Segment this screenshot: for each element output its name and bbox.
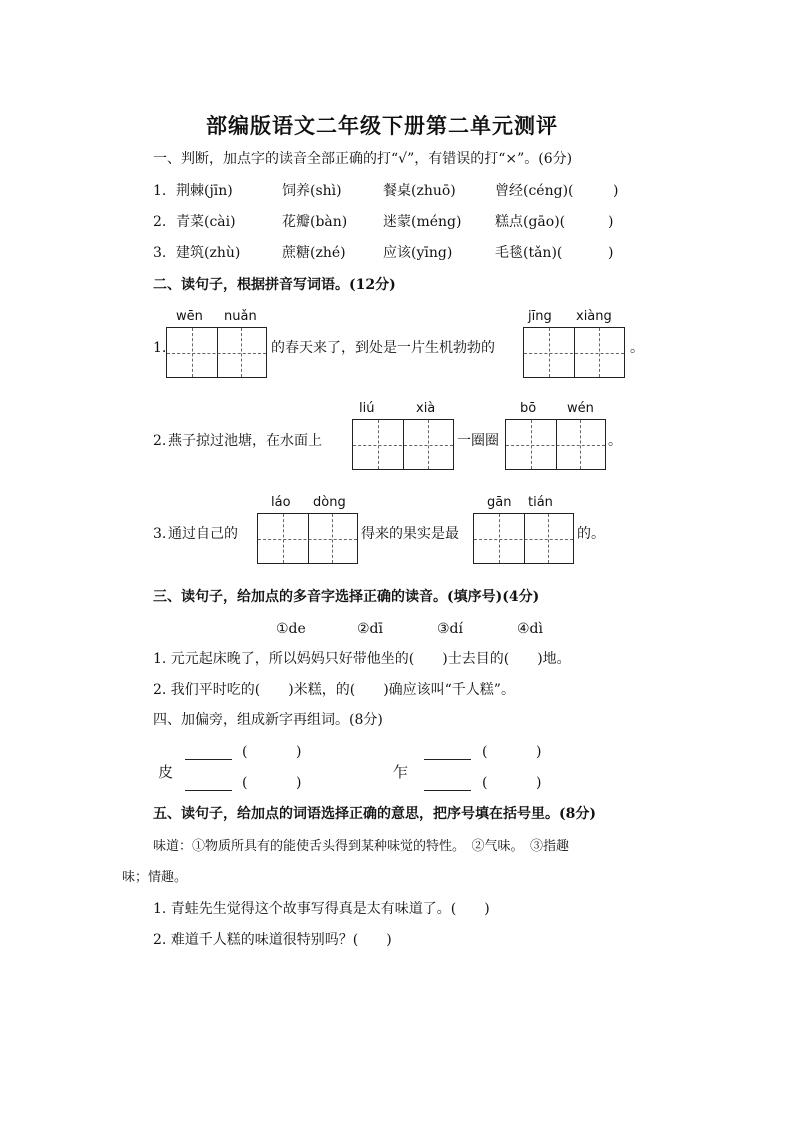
paren-open: (	[482, 744, 488, 760]
paren-open: (	[242, 775, 248, 791]
pinyin: xiàng	[576, 309, 612, 324]
pinyin: nuǎn	[224, 309, 257, 324]
pronunciation-option: ③dí	[437, 621, 463, 637]
word-item: 应该(yīng)	[383, 245, 453, 261]
writing-grid[interactable]	[505, 419, 606, 470]
sentence-text: 的春天来了，到处是一片生机勃勃的	[271, 340, 495, 356]
answer-blank[interactable]	[424, 790, 471, 791]
sentence-text: 。	[608, 433, 622, 449]
answer-paren-close[interactable]: )	[608, 214, 614, 230]
section-1-heading: 一、判断，加点字的读音全部正确的打“√”，有错误的打“×”。(6分)	[153, 151, 573, 167]
question-item: 2. 难道千人糕的味道很特别吗？( )	[153, 932, 392, 948]
pinyin: jīng	[528, 309, 552, 324]
base-character: 乍	[393, 763, 409, 781]
word-item: 花瓣(bàn)	[282, 214, 348, 230]
paren-close: )	[296, 775, 302, 791]
answer-blank[interactable]	[185, 759, 232, 760]
pinyin: xià	[416, 401, 436, 416]
sentence-number: 1.	[153, 340, 167, 356]
answer-paren-close[interactable]: )	[608, 245, 614, 261]
pronunciation-option: ②dī	[357, 621, 383, 637]
pinyin: dòng	[313, 495, 346, 510]
row-number: 3.	[153, 245, 167, 261]
pinyin: gān	[487, 495, 512, 510]
section-4-heading: 四、加偏旁，组成新字再组词。(8分)	[153, 712, 383, 728]
word-item: 荆棘(jīn)	[176, 183, 233, 199]
pinyin: tián	[528, 495, 553, 510]
word-item: 餐桌(zhuō)	[383, 183, 456, 199]
pinyin: wén	[567, 401, 594, 416]
question-item: 1. 青蛙先生觉得这个故事写得真是太有味道了。( )	[153, 901, 490, 917]
sentence-text: 一圈圈	[457, 433, 499, 449]
sentence-text: 得来的果实是最	[361, 526, 459, 542]
definition-text: 味；情趣。	[122, 870, 188, 885]
pinyin: wēn	[176, 309, 203, 324]
pinyin: bō	[520, 401, 537, 416]
paren-close: )	[296, 744, 302, 760]
writing-grid[interactable]	[352, 419, 454, 470]
answer-blank[interactable]	[185, 790, 232, 791]
pinyin: láo	[271, 495, 291, 510]
sentence-number: 2.	[153, 433, 167, 449]
row-number: 2.	[153, 214, 167, 230]
paren-open: (	[242, 744, 248, 760]
word-item: 糕点(gāo)(	[495, 214, 566, 230]
sentence-text: 。	[630, 340, 644, 356]
section-3-heading: 三、读句子，给加点的多音字选择正确的读音。(填序号)(4分)	[153, 589, 540, 605]
pronunciation-option: ①de	[276, 621, 306, 637]
page-title: 部编版语文二年级下册第二单元测评	[206, 113, 558, 138]
answer-paren-close[interactable]: )	[613, 183, 619, 199]
word-item: 曾经(céng)(	[495, 183, 574, 199]
definition-text: 味道：①物质所具有的能使舌头得到某种味觉的特性。 ②气味。 ③指趣	[153, 839, 570, 854]
word-item: 蔗糖(zhé)	[282, 245, 346, 261]
question-item: 2. 我们平时吃的( )米糕，的( )确应该叫“千人糕”。	[153, 682, 515, 698]
answer-blank[interactable]	[424, 759, 471, 760]
word-item: 迷蒙(méng)	[383, 214, 462, 230]
pronunciation-option: ④dì	[517, 621, 543, 637]
paren-open: (	[482, 775, 488, 791]
sentence-text: 燕子掠过池塘，在水面上	[168, 433, 322, 449]
word-item: 毛毯(tǎn)(	[495, 245, 563, 261]
sentence-number: 3.	[153, 526, 167, 542]
pinyin: liú	[359, 401, 375, 416]
writing-grid[interactable]	[523, 327, 625, 378]
row-number: 1.	[153, 183, 167, 199]
base-character: 皮	[158, 763, 174, 781]
question-item: 1. 元元起床晚了，所以妈妈只好带他坐的( )士去目的( )地。	[153, 651, 571, 667]
word-item: 青菜(cài)	[176, 214, 236, 230]
word-item: 饲养(shì)	[282, 183, 342, 199]
paren-close: )	[536, 744, 542, 760]
writing-grid[interactable]	[473, 513, 574, 564]
section-2-heading: 二、读句子，根据拼音写词语。(12分)	[153, 277, 396, 293]
word-item: 建筑(zhù)	[176, 245, 241, 261]
writing-grid[interactable]	[257, 513, 358, 564]
sentence-text: 通过自己的	[168, 526, 238, 542]
sentence-text: 的。	[577, 526, 605, 542]
section-5-heading: 五、读句子，给加点的词语选择正确的意思，把序号填在括号里。(8分)	[153, 806, 596, 822]
writing-grid[interactable]	[166, 327, 267, 378]
paren-close: )	[536, 775, 542, 791]
